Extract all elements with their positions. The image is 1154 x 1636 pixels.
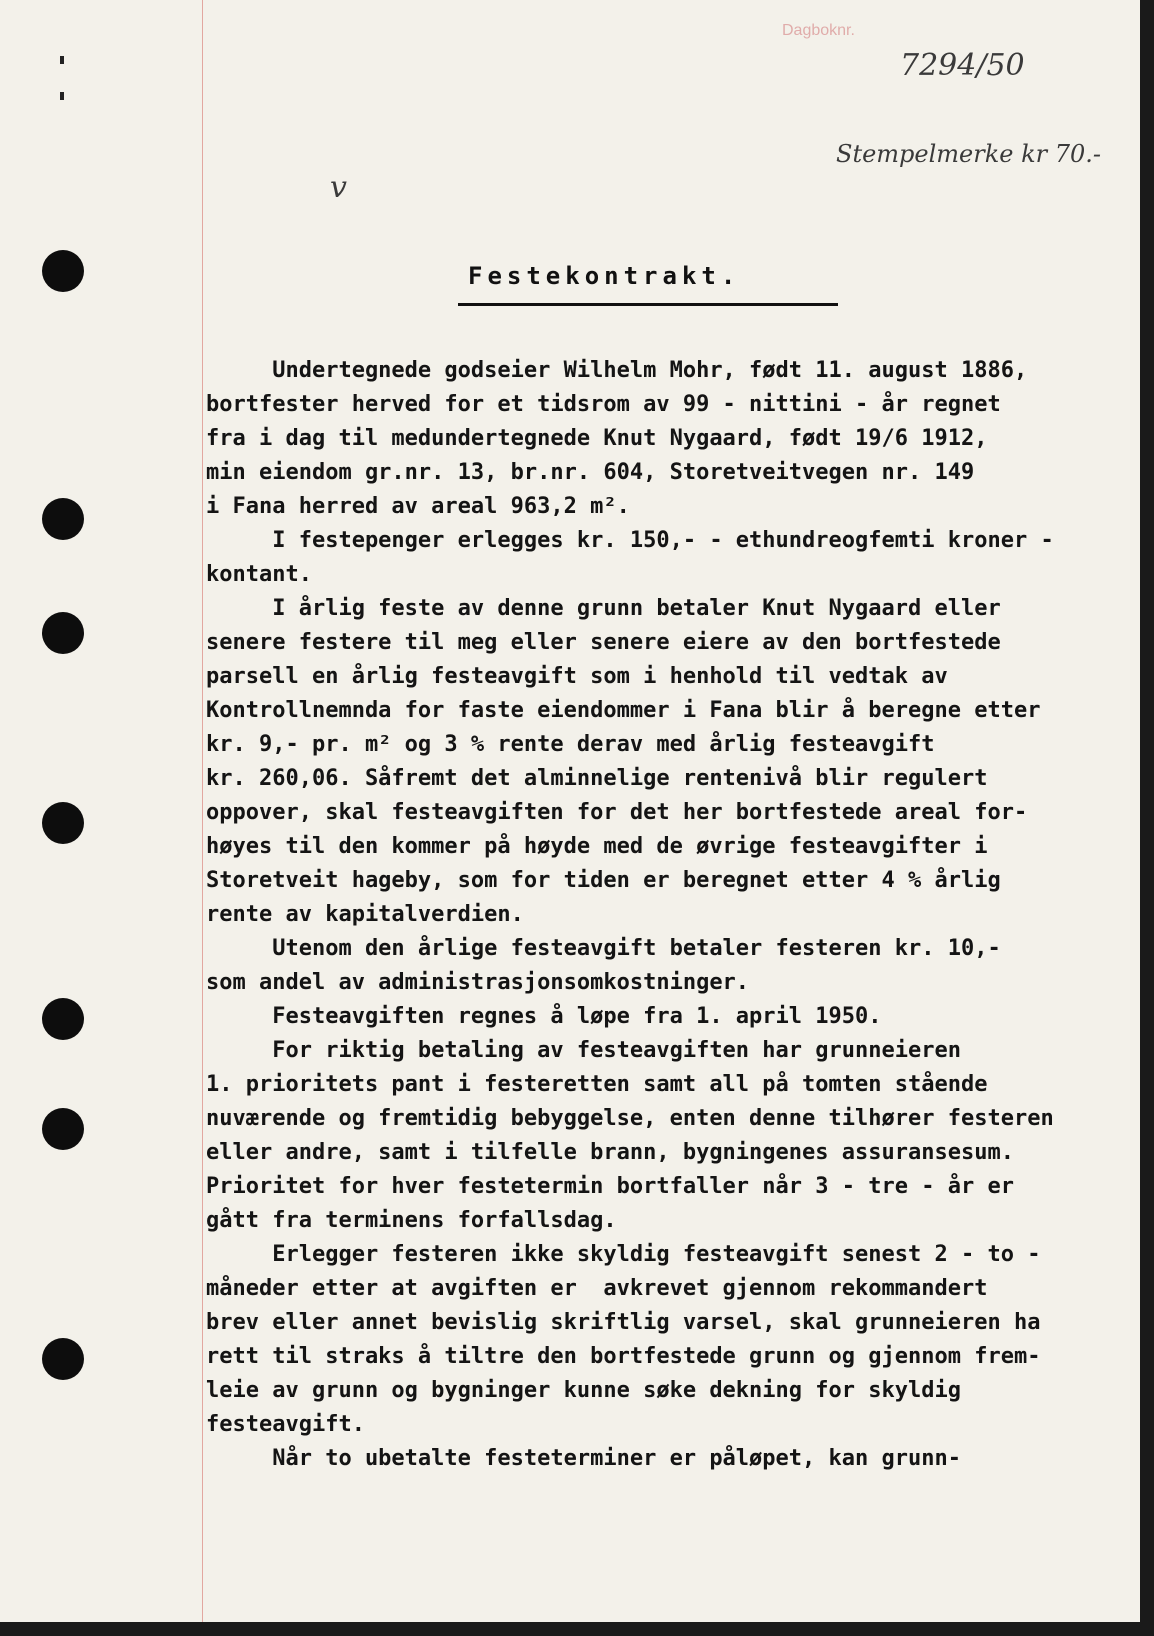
document-title: Festekontrakt. [468, 262, 741, 290]
journal-stamp: Dagboknr. [782, 22, 855, 39]
punch-hole-icon [42, 1108, 84, 1150]
punch-hole-icon [42, 998, 84, 1040]
text-line: oppover, skal festeavgiften for det her bortfestede areal for- [206, 800, 1028, 825]
text-line: Storetveit hageby, som for tiden er beregnet etter 4 % årlig [206, 868, 1001, 893]
text-line: kr. 260,06. Såfremt det alminnelige rentenivå blir regulert [206, 766, 988, 791]
text-line: Utenom den årlige festeavgift betaler festeren kr. 10,- [206, 936, 1001, 961]
text-line: eller andre, samt i tilfelle brann, bygningenes assuransesum. [206, 1140, 1014, 1165]
text-line: I festepenger erlegges kr. 150,- - ethundreogfemti kroner - [206, 528, 1054, 553]
text-line: festeavgift. [206, 1412, 365, 1437]
margin-tick [60, 56, 64, 64]
text-line: bortfester herved for et tidsrom av 99 - nittini - år regnet [206, 392, 1001, 417]
title-underline [458, 303, 838, 306]
handwritten-reference-number: 7294/50 [900, 48, 1025, 83]
margin-tick [60, 92, 64, 100]
text-line: som andel av administrasjonsomkostninger. [206, 970, 750, 995]
text-line: Festeavgiften regnes å løpe fra 1. april 1950. [206, 1004, 882, 1029]
punch-hole-icon [42, 250, 84, 292]
text-line: Når to ubetalte festeterminer er påløpet, kan grunn- [206, 1446, 961, 1471]
text-line: kr. 9,- pr. m² og 3 % rente derav med årlig festeavgift [206, 732, 935, 757]
text-line: nuværende og fremtidig bebyggelse, enten denne tilhører festeren [206, 1106, 1054, 1131]
punch-hole-icon [42, 1338, 84, 1380]
text-line: rente av kapitalverdien. [206, 902, 524, 927]
text-line: fra i dag til medundertegnede Knut Nygaard, født 19/6 1912, [206, 426, 988, 451]
text-line: gått fra terminens forfallsdag. [206, 1208, 617, 1233]
text-line: leie av grunn og bygninger kunne søke dekning for skyldig [206, 1378, 961, 1403]
text-line: parsell en årlig festeavgift som i henhold til vedtak av [206, 664, 948, 689]
punch-hole-icon [42, 802, 84, 844]
text-line: Prioritet for hver festetermin bortfaller når 3 - tre - år er [206, 1174, 1014, 1199]
text-line: rett til straks å tiltre den bortfestede grunn og gjennom frem- [206, 1344, 1041, 1369]
text-line: høyes til den kommer på høyde med de øvrige festeavgifter i [206, 834, 988, 859]
text-line: senere festere til meg eller senere eiere av den bortfestede [206, 630, 1001, 655]
contract-body [206, 354, 1106, 1476]
margin-rule [202, 0, 203, 1622]
text-line: kontant. [206, 562, 312, 587]
text-line: Kontrollnemnda for faste eiendommer i Fana blir å beregne etter [206, 698, 1041, 723]
punch-hole-icon [42, 612, 84, 654]
text-line: For riktig betaling av festeavgiften har grunneieren [206, 1038, 961, 1063]
text-line: I årlig feste av denne grunn betaler Knut Nygaard eller [206, 596, 1001, 621]
text-line: 1. prioritets pant i festeretten samt all på tomten stående [206, 1072, 988, 1097]
text-line: Erlegger festeren ikke skyldig festeavgift senest 2 - to - [206, 1242, 1041, 1267]
handwritten-stamp-note: Stempelmerke kr 70.- [836, 140, 1102, 168]
punch-hole-icon [42, 498, 84, 540]
text-line: brev eller annet bevislig skriftlig varsel, skal grunneieren ha [206, 1310, 1041, 1335]
handwritten-mark: v [330, 170, 347, 205]
text-line: min eiendom gr.nr. 13, br.nr. 604, Storetveitvegen nr. 149 [206, 460, 975, 485]
text-line: i Fana herred av areal 963,2 m². [206, 494, 630, 519]
text-line: Undertegnede godseier Wilhelm Mohr, født 11. august 1886, [206, 358, 1028, 383]
text-line: måneder etter at avgiften er avkrevet gjennom rekommandert [206, 1276, 988, 1301]
